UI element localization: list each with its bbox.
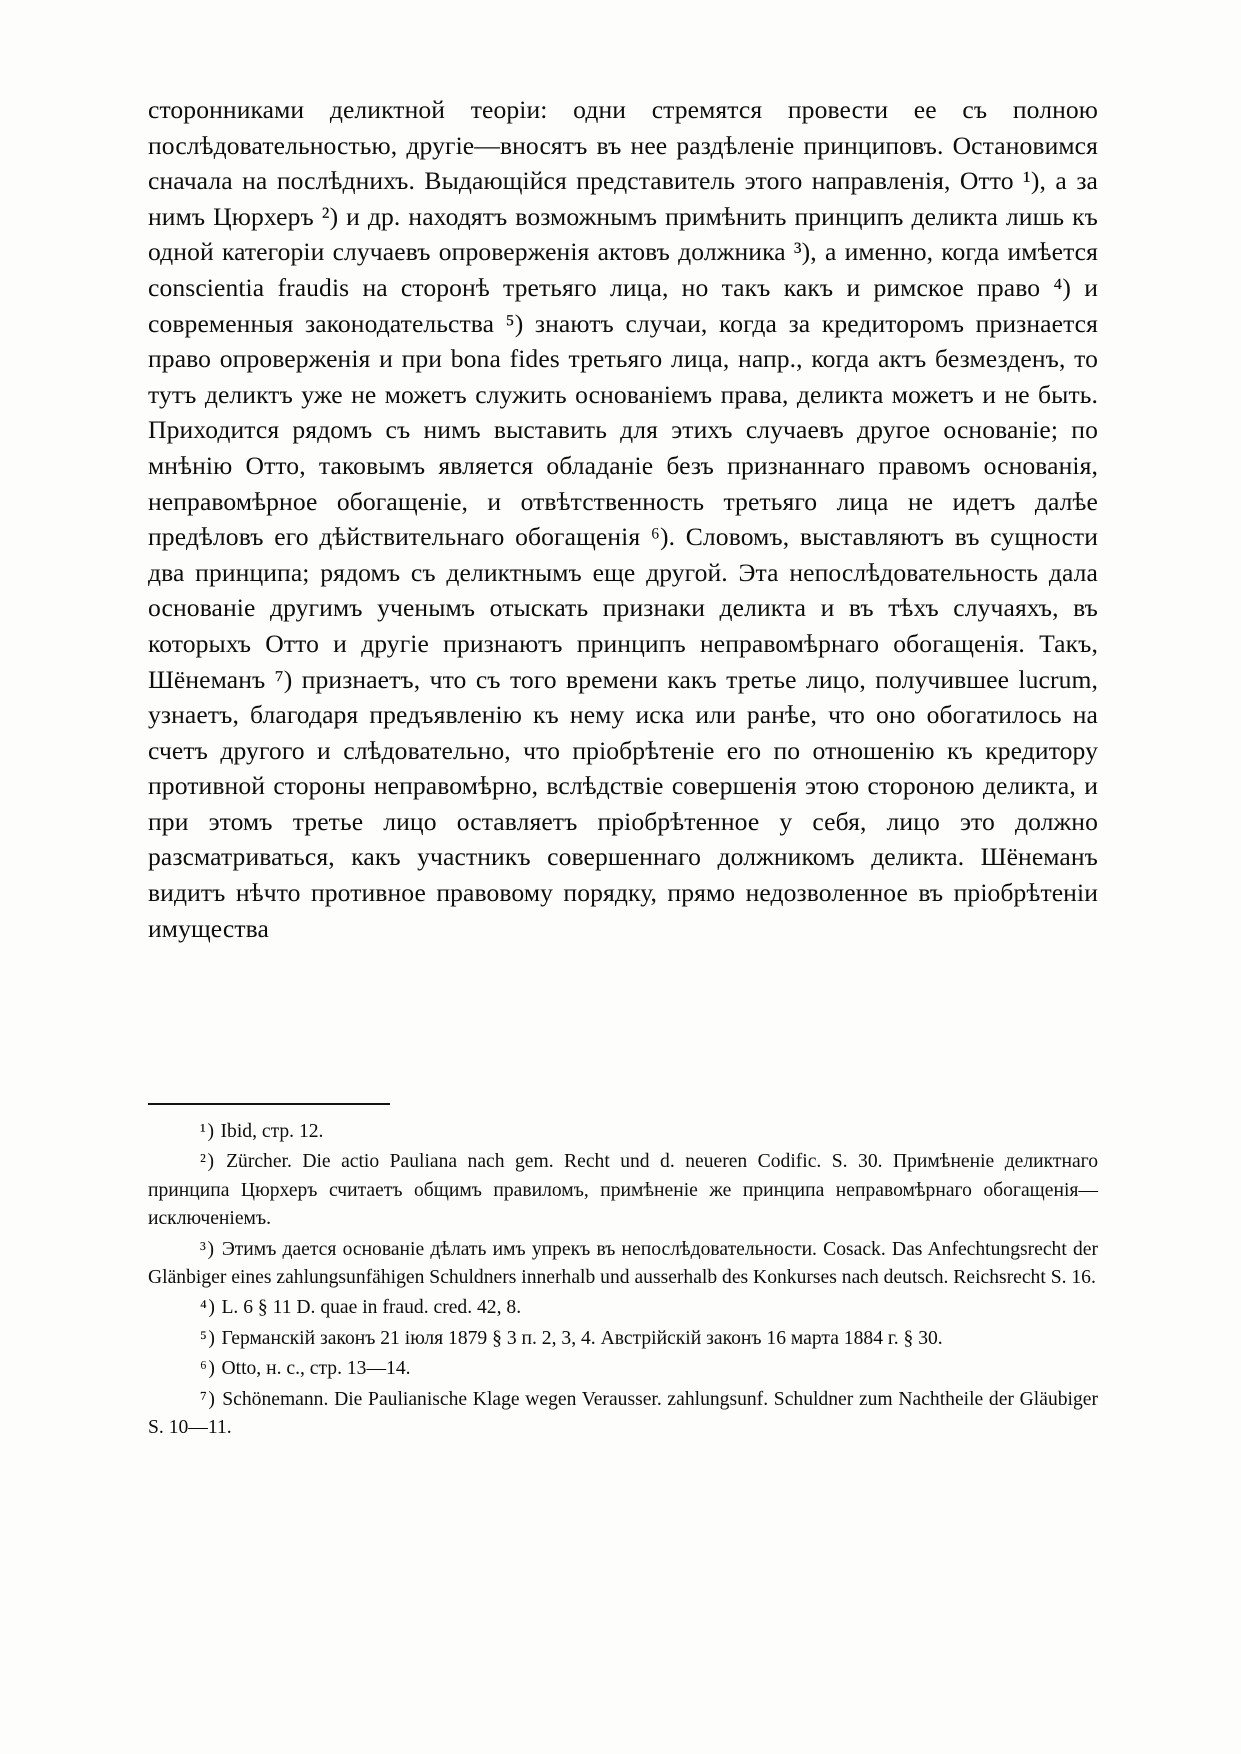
main-paragraph xyxy=(148,92,1098,946)
footnote-item xyxy=(148,1236,1098,1293)
footnote-item xyxy=(148,1118,1098,1146)
footnote-text: Schönemann. Die Paulianische Klage wegen Verausser. zahlungsunf. Schuldner zum Nachtheile der Gläubiger S. 10—11. xyxy=(148,1388,1098,1439)
footnote-marker: ⁷) xyxy=(200,1388,217,1410)
footnote-text: L. 6 § 11 D. quae in fraud. cred. 42, 8. xyxy=(221,1297,522,1319)
footnote-marker: ²) xyxy=(200,1151,216,1173)
footnote-item xyxy=(148,1355,1098,1383)
footnote-item xyxy=(148,1148,1098,1233)
footnote-marker: ³) xyxy=(200,1238,216,1260)
footnote-text: Этимъ дается основаніе дѣлать имъ упрекъ въ непослѣдовательности. Cosack. Das Anfechtungsrecht der Glänbiger eines zahlungsunfähigen Schuldners innerhalb und ausserhalb des Konkurses nach deutsch. Reichsrecht S. 16. xyxy=(148,1238,1098,1289)
footnote-marker: ⁵) xyxy=(200,1327,217,1349)
footnote-item xyxy=(148,1325,1098,1353)
footnote-text: Ibid, стр. 12. xyxy=(220,1121,324,1142)
footnote-separator-rule xyxy=(148,1103,390,1105)
footnote-marker: ⁴) xyxy=(200,1297,217,1319)
footnote-text: Zürcher. Die actio Pauliana nach gem. Recht und d. neueren Codific. S. 30. Примѣненіе деликтнаго принципа Цюрхеръ считаетъ общимъ правиломъ, примѣненіе же принципа неправомѣрнаго обогащенія—исключеніемъ. xyxy=(148,1151,1098,1230)
footnote-text: Германскій законъ 21 іюля 1879 § 3 п. 2, 3, 4. Австрійскій законъ 16 марта 1884 г. § 30. xyxy=(221,1327,943,1349)
footnote-text: Otto, н. с., стр. 13—14. xyxy=(221,1358,411,1380)
footnote-marker: ¹) xyxy=(200,1121,216,1142)
footnotes-section xyxy=(148,1118,1098,1444)
footnote-item xyxy=(148,1294,1098,1322)
footnote-marker: ⁶) xyxy=(200,1358,217,1380)
footnote-item xyxy=(148,1386,1098,1443)
main-paragraph-text: сторонниками деликтной теоріи: одни стремятся провести ее съ полною послѣдовательностью, другіе—вносятъ въ нее раздѣленіе принциповъ. Остановимся сначала на послѣднихъ. Выдающійся представитель этого направленія, Отто ¹), а за нимъ Цюрхеръ ²) и др. находятъ возможнымъ примѣнить принципъ деликта лишь къ одной категоріи случаевъ опроверженія актовъ должника ³), а именно, когда имѣется conscientia fraudis на сторонѣ третьяго лица, но такъ какъ и римское право ⁴) и современныя законодательства ⁵) знаютъ случаи, когда за кредиторомъ признается право опроверженія и при bona fides третьяго лица, напр., когда актъ безмезденъ, то тутъ деликтъ уже не можетъ служить основаніемъ права, деликта можетъ и не быть. Приходится рядомъ съ нимъ выставить для этихъ случаевъ другое основаніе; по мнѣнію Отто, таковымъ является обладаніе безъ признаннаго правомъ основанія, неправомѣрное обогащеніе, и отвѣтственность третьяго лица не идетъ далѣе предѣловъ его дѣйствительнаго обогащенія ⁶). Словомъ, выставляютъ въ сущности два принципа; рядомъ съ деликтнымъ еще другой. Эта непослѣдовательность дала основаніе другимъ ученымъ отыскать признаки деликта и въ тѣхъ случаяхъ, въ которыхъ Отто и другіе признаютъ принципъ неправомѣрнаго обогащенія. Такъ, Шёнеманъ ⁷) признаетъ, что съ того времени какъ третье лицо, получившее lucrum, узнаетъ, благодаря предъявленію къ нему иска или ранѣе, что оно обогатилось на счетъ другого и слѣдовательно, что пріобрѣтеніе его по отношенію къ кредитору противной стороны неправомѣрно, вслѣдствіе совершенія этою стороною деликта, и при этомъ третье лицо оставляетъ пріобрѣтенное у себя, лицо это должно разсматриваться, какъ участникъ совершеннаго должникомъ деликта. Шёнеманъ видитъ нѣчто противное правовому порядку, прямо недозволенное въ пріобрѣтеніи имущества xyxy=(148,95,1098,943)
page-body xyxy=(148,92,1098,946)
